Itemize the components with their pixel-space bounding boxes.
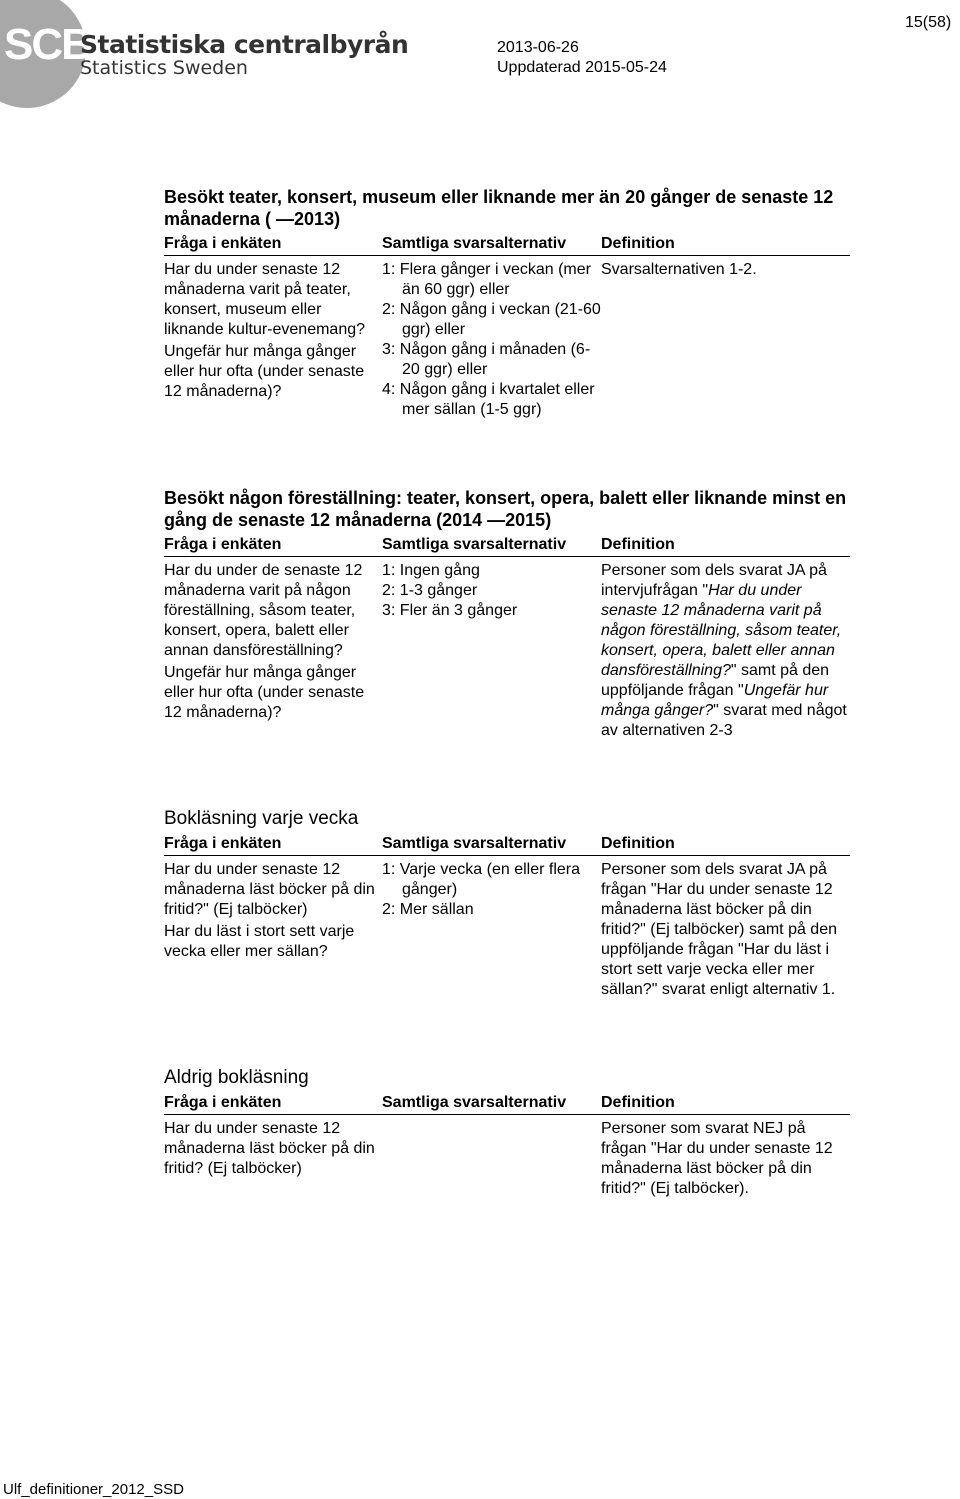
section-title: Besökt teater, konsert, museum eller liknande mer än 20 gånger de senaste 12 månaderna ( —2013) bbox=[164, 187, 834, 229]
col-definition-header: Definition bbox=[601, 835, 675, 852]
definition-part: Personer som dels svarat JA på intervjufrågan " bbox=[601, 562, 827, 599]
question-text: Har du under senaste 12 månaderna varit på teater, konsert, museum eller liknande kultur-evenemang? bbox=[164, 261, 366, 338]
definition-cell bbox=[601, 561, 850, 741]
option-item: 3: Fler än 3 gånger bbox=[382, 602, 518, 619]
col-question-header: Fråga i enkäten bbox=[164, 235, 282, 252]
table-row bbox=[164, 260, 850, 420]
definition-quote: Har du under senaste 12 månaderna varit på någon föreställning, såsom teater, konsert, opera, balett eller annan dansföreställning? bbox=[601, 582, 842, 679]
col-definition-header: Definition bbox=[601, 536, 675, 553]
option-item: 1: Ingen gång bbox=[382, 562, 480, 579]
logo-mark: SCB bbox=[4, 20, 91, 69]
option-item: 4: Någon gång i kvartalet eller mer sällan (1-5 ggr) bbox=[382, 381, 595, 418]
definition-cell bbox=[601, 260, 850, 420]
question-text: Har du under senaste 12 månaderna läst böcker på din fritid? (Ej talböcker) bbox=[164, 1120, 375, 1177]
question-text: Har du under de senaste 12 månaderna varit på någon föreställning, såsom teater, konsert, opera, balett eller annan dansföreställning? bbox=[164, 562, 363, 659]
section-forestallning bbox=[164, 487, 850, 741]
logo-subtitle: Statistics Sweden bbox=[80, 57, 248, 79]
definition-part: " samt på den uppföljande frågan " bbox=[601, 662, 830, 699]
definition-cell bbox=[601, 860, 850, 1000]
options-cell bbox=[382, 1119, 601, 1199]
table-row bbox=[164, 1119, 850, 1199]
options-cell bbox=[382, 561, 601, 741]
section-title: Aldrig bokläsning bbox=[164, 1067, 309, 1088]
section-teater-20-ganger bbox=[164, 186, 850, 420]
section-title: Bokläsning varje vecka bbox=[164, 808, 359, 829]
col-options-header: Samtliga svarsalternativ bbox=[382, 835, 567, 852]
page-number: 15(58) bbox=[905, 14, 952, 31]
question-text: Har du läst i stort sett varje vecka eller mer sällan? bbox=[164, 923, 355, 960]
column-header-row bbox=[164, 534, 850, 557]
col-options-header: Samtliga svarsalternativ bbox=[382, 235, 567, 252]
options-cell bbox=[382, 860, 601, 1000]
col-definition-header: Definition bbox=[601, 1094, 675, 1111]
question-cell bbox=[164, 860, 382, 1000]
option-item: 1: Varje vecka (en eller flera gånger) bbox=[382, 861, 581, 898]
column-header-row bbox=[164, 233, 850, 256]
definition-text: Personer som dels svarat JA på frågan "Har du under senaste 12 månaderna läst böcker på din fritid?" (Ej talböcker) samt på den uppföljande frågan "Har du läst i stort sett varje vecka eller mer sällan?" svarat enligt alternativ 1. bbox=[601, 861, 837, 998]
table-row bbox=[164, 860, 850, 1000]
question-cell bbox=[164, 561, 382, 741]
definition-text: Personer som svarat NEJ på frågan "Har du under senaste 12 månaderna läst böcker på din fritid?" (Ej talböcker). bbox=[601, 1120, 833, 1197]
question-text: Ungefär hur många gånger eller hur ofta (under senaste 12 månaderna)? bbox=[164, 664, 365, 721]
column-header-row bbox=[164, 1092, 850, 1115]
section-boklasning-varje-vecka bbox=[164, 808, 850, 1000]
option-item: 1: Flera gånger i veckan (mer än 60 ggr) eller bbox=[382, 261, 591, 298]
question-text: Har du under senaste 12 månaderna läst böcker på din fritid?" (Ej talböcker) bbox=[164, 861, 375, 918]
col-definition-header: Definition bbox=[601, 235, 675, 252]
definition-text bbox=[601, 561, 850, 741]
column-header-row bbox=[164, 833, 850, 856]
option-item: 3: Någon gång i månaden (6-20 ggr) eller bbox=[382, 341, 591, 378]
logo-name: Statistiska centralbyrån bbox=[80, 30, 409, 59]
options-cell bbox=[382, 260, 601, 420]
option-item: 2: Mer sällan bbox=[382, 901, 474, 918]
scb-logo bbox=[0, 0, 420, 110]
option-item: 2: Någon gång i veckan (21-60 ggr) eller bbox=[382, 301, 601, 338]
definition-quote: Ungefär hur många gånger? bbox=[601, 682, 829, 719]
table-row bbox=[164, 561, 850, 741]
option-item: 2: 1-3 gånger bbox=[382, 582, 478, 599]
col-options-header: Samtliga svarsalternativ bbox=[382, 536, 567, 553]
question-cell bbox=[164, 260, 382, 420]
definition-part: " svarat med något av alternativen 2-3 bbox=[601, 702, 847, 739]
definition-cell bbox=[601, 1119, 850, 1199]
definition-text: Svarsalternativen 1-2. bbox=[601, 261, 757, 278]
col-question-header: Fråga i enkäten bbox=[164, 835, 282, 852]
question-cell bbox=[164, 1119, 382, 1199]
col-question-header: Fråga i enkäten bbox=[164, 1094, 282, 1111]
footer-filename: Ulf_definitioner_2012_SSD bbox=[3, 1481, 184, 1498]
section-aldrig-boklasning bbox=[164, 1067, 850, 1199]
section-title: Besökt någon föreställning: teater, konsert, opera, balett eller liknande minst en gång de senaste 12 månaderna (2014 —2015) bbox=[164, 488, 847, 530]
col-question-header: Fråga i enkäten bbox=[164, 536, 282, 553]
col-options-header: Samtliga svarsalternativ bbox=[382, 1094, 567, 1111]
question-text: Ungefär hur många gånger eller hur ofta (under senaste 12 månaderna)? bbox=[164, 343, 365, 400]
updated-date: Uppdaterad 2015-05-24 bbox=[497, 59, 667, 76]
document-date: 2013-06-26 bbox=[497, 39, 579, 56]
